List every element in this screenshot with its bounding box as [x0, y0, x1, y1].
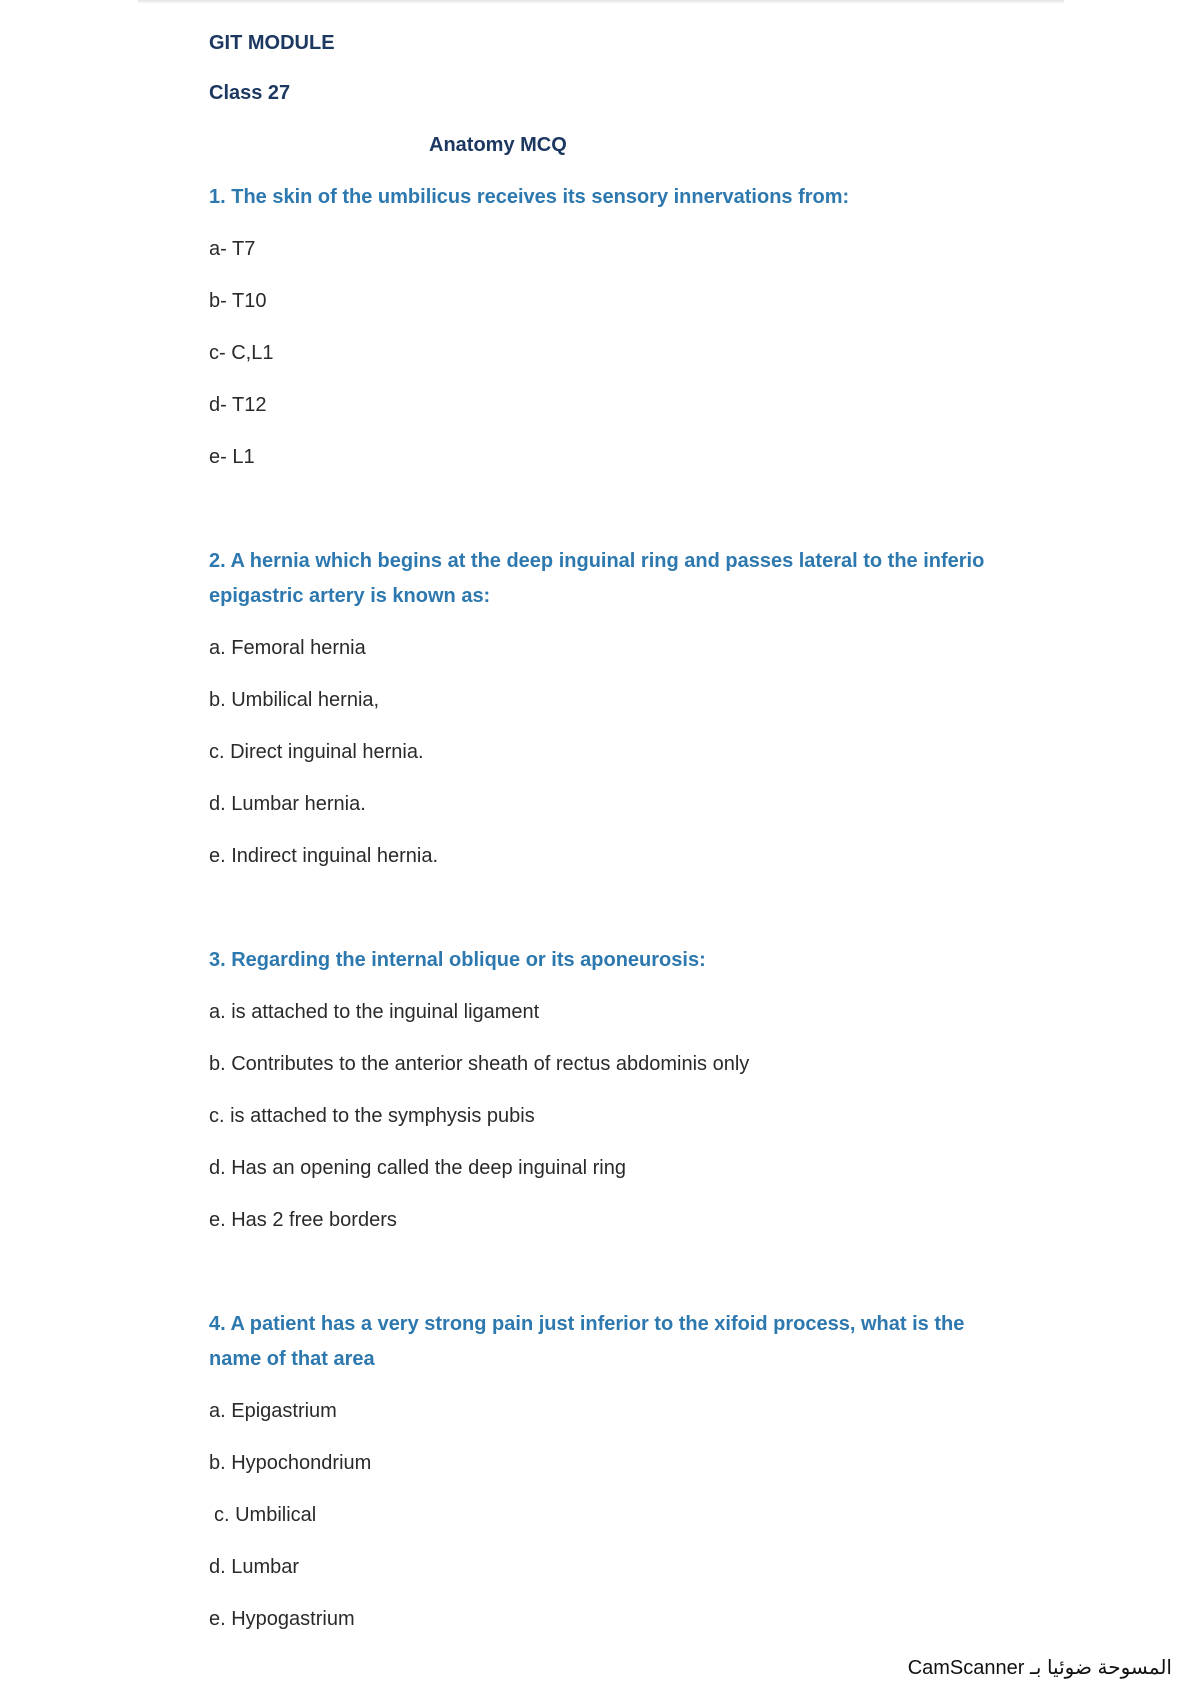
question-3-option-c: c. is attached to the symphysis pubis: [209, 1105, 535, 1127]
question-4-option-c: c. Umbilical: [214, 1504, 317, 1526]
question-1-option-b: b- T10: [209, 290, 267, 312]
page-top-edge: [138, 0, 1064, 4]
question-3-option-e: e. Has 2 free borders: [209, 1209, 397, 1231]
module-heading: GIT MODULE: [209, 32, 335, 54]
question-1-option-e: e- L1: [209, 446, 255, 468]
question-2-text-line-2: epigastric artery is known as:: [209, 585, 491, 607]
question-4-option-d: d. Lumbar: [209, 1556, 300, 1578]
question-2-option-d: d. Lumbar hernia.: [209, 793, 366, 815]
question-2-option-e: e. Indirect inguinal hernia.: [209, 845, 439, 867]
question-3-option-d: d. Has an opening called the deep inguinal ring: [209, 1157, 626, 1179]
question-1-option-c: c- C,L1: [209, 342, 274, 364]
question-3-text: 3. Regarding the internal oblique or its aponeurosis:: [209, 949, 706, 971]
question-4-option-b: b. Hypochondrium: [209, 1452, 372, 1474]
question-4-option-e: e. Hypogastrium: [209, 1608, 355, 1630]
question-2-option-c: c. Direct inguinal hernia.: [209, 741, 424, 763]
question-1-text: 1. The skin of the umbilicus receives its sensory innervations from:: [209, 186, 850, 208]
question-1-option-a: a- T7: [209, 238, 256, 260]
question-4-text-line-2: name of that area: [209, 1348, 375, 1370]
question-4-option-a: a. Epigastrium: [209, 1400, 337, 1422]
question-2-text-line-1: 2. A hernia which begins at the deep inguinal ring and passes lateral to the inferio: [209, 550, 985, 572]
question-2-option-b: b. Umbilical hernia,: [209, 689, 380, 711]
question-1-option-d: d- T12: [209, 394, 267, 416]
class-heading: Class 27: [209, 82, 291, 104]
question-4-text-line-1: 4. A patient has a very strong pain just inferior to the xifoid process, what is the: [209, 1313, 965, 1335]
question-3-option-a: a. is attached to the inguinal ligament: [209, 1001, 540, 1023]
camscanner-watermark: CamScanner المسوحة ضوئيا بـ: [907, 1657, 1172, 1679]
question-3-option-b: b. Contributes to the anterior sheath of rectus abdominis only: [209, 1053, 750, 1075]
page-title: Anatomy MCQ: [429, 134, 567, 156]
question-2-option-a: a. Femoral hernia: [209, 637, 366, 659]
